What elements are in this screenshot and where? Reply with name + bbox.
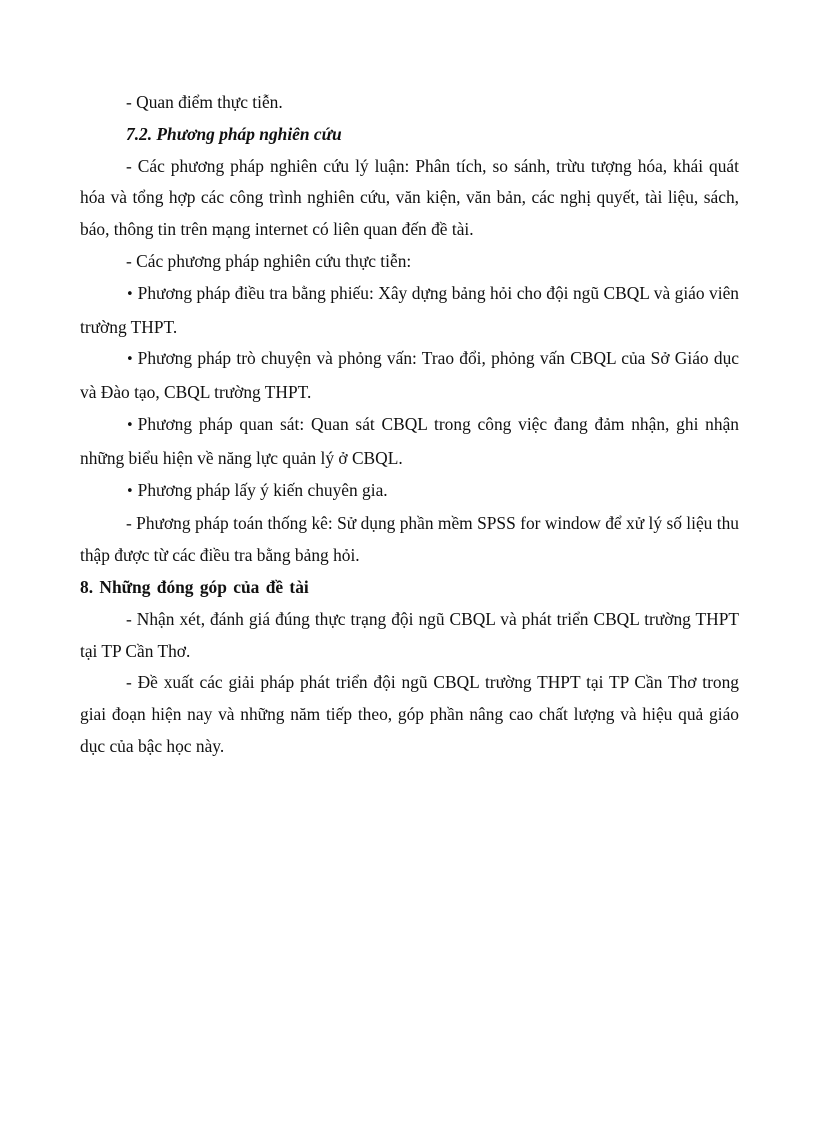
bullet-item <box>80 343 739 409</box>
statistics-method-paragraph: - Phương pháp toán thống kê: Sử dụng phần mềm SPSS for window để xử lý số liệu thu thập được từ các điều tra bằng bảng hỏi. <box>80 513 739 566</box>
practice-methods-intro: - Các phương pháp nghiên cứu thực tiễn: <box>126 250 412 271</box>
contribution-paragraph: - Nhận xét, đánh giá đúng thực trạng đội ngũ CBQL và phát triển CBQL trường THPT tại TP Cần Thơ. <box>80 608 739 661</box>
page-body <box>80 87 739 763</box>
bullet-item <box>80 278 739 344</box>
section-8-heading: 8. Những đóng góp của đề tài <box>80 576 309 597</box>
bullet-icon: • <box>126 286 134 302</box>
bullet-text: Phương pháp điều tra bằng phiếu: Xây dựng bảng hỏi cho đội ngũ CBQL và giáo viên trường THPT. <box>80 282 739 337</box>
practical-viewpoint-line: - Quan điểm thực tiễn. <box>126 92 283 112</box>
theory-methods-paragraph: - Các phương pháp nghiên cứu lý luận: Phân tích, so sánh, trừu tượng hóa, khái quát hóa và tổng hợp các công trình nghiên cứu, văn kiện, văn bản, các nghị quyết, tài liệu, sách, báo, thông tin trên mạng internet có liên quan đến đề tài. <box>80 155 739 240</box>
bullet-item <box>80 409 739 475</box>
section-7-2-heading: 7.2. Phương pháp nghiên cứu <box>126 123 342 144</box>
bullet-text: Phương pháp trò chuyện và phỏng vấn: Trao đổi, phỏng vấn CBQL của Sở Giáo dục và Đào tạo, CBQL trường THPT. <box>80 348 739 403</box>
bullet-text: Phương pháp quan sát: Quan sát CBQL trong công việc đang đảm nhận, ghi nhận những biểu hiện về năng lực quản lý ở CBQL. <box>80 413 739 468</box>
contribution-paragraph: - Đề xuất các giải pháp phát triển đội ngũ CBQL trường THPT tại TP Cần Thơ trong giai đoạn hiện nay và những năm tiếp theo, góp phần nâng cao chất lượng và hiệu quả giáo dục của bậc học này. <box>80 672 739 756</box>
bullet-item <box>80 475 739 509</box>
bullet-icon: • <box>126 417 134 433</box>
bullet-icon: • <box>126 483 134 499</box>
bullet-icon: • <box>126 352 134 368</box>
bullet-text: Phương pháp lấy ý kiến chuyên gia. <box>137 479 388 500</box>
